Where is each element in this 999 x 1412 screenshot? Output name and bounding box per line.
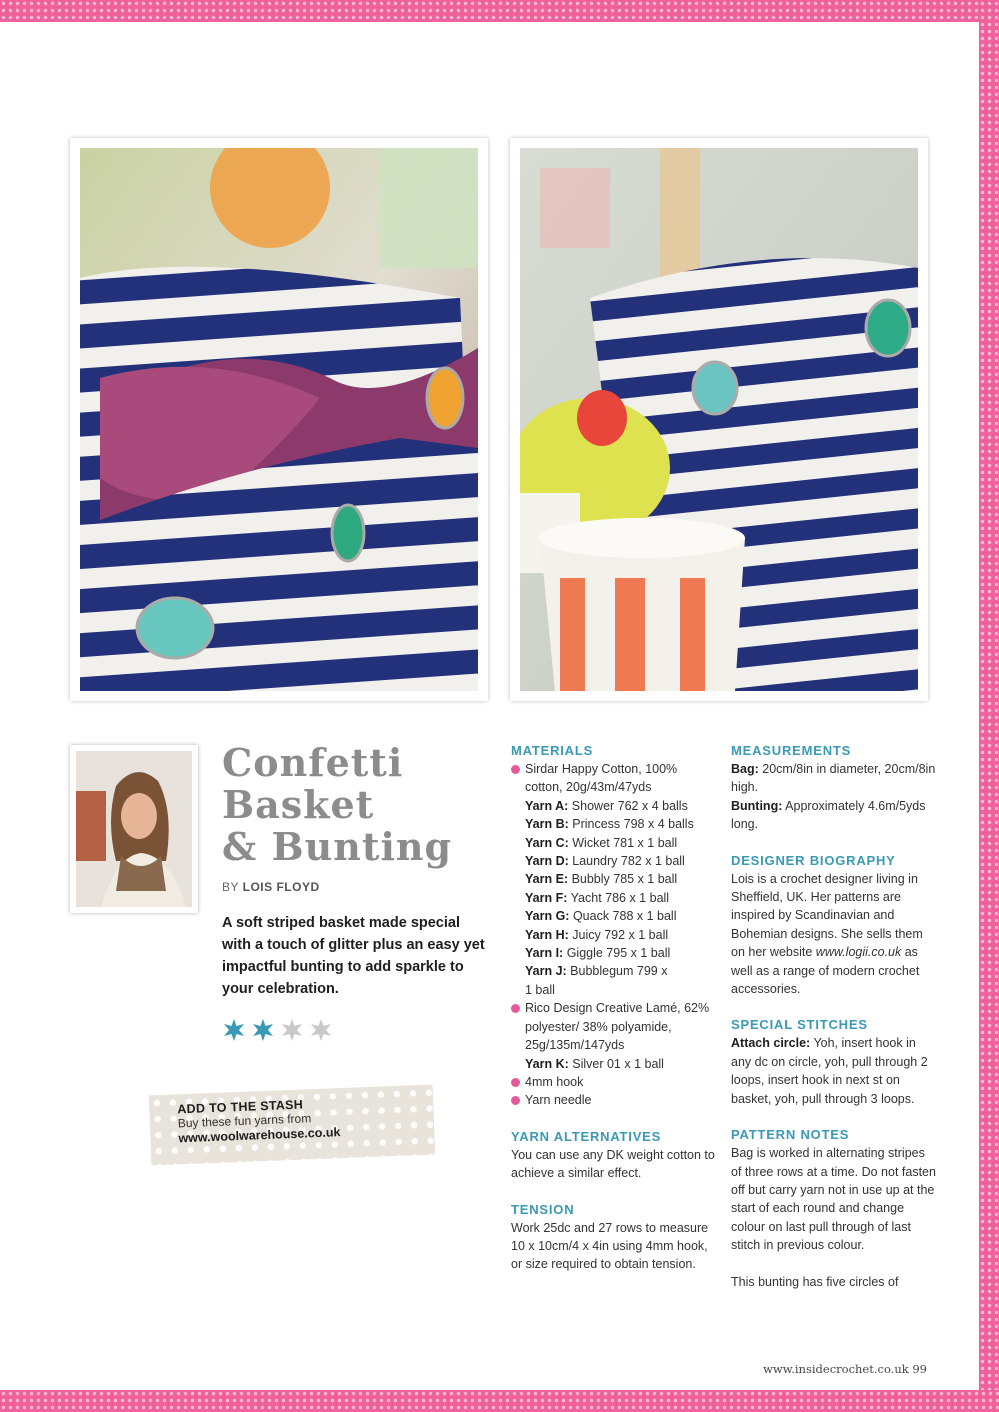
byline [222,880,320,894]
yarn-label: Yarn F: [525,890,568,905]
material-needle: Yarn needle [525,1093,592,1108]
material-main-1: Sirdar Happy Cotton, 100% cotton, 20g/43m/47yds [525,762,678,795]
top-border [0,0,999,22]
yarn-text: Wicket 781 x 1 ball [572,835,678,850]
yarn-text: Bubbly 785 x 1 ball [571,872,678,887]
bunting-label: Bunting: [731,798,783,813]
attach-circle-text: Yoh, insert hook in any dc on circle, yoh, pull through 2 loops, insert hook in next st on basket, yoh, pull through 3 loops. [731,1036,928,1106]
material-item [511,1091,716,1109]
biography-text-before: Lois is a crochet designer living in Sheffield, UK. Her patterns are inspired by Scandinavian and Bohemian designs. She sells them on her website [731,871,923,960]
title-line-2: Basket [222,782,375,827]
pattern-notes-text-1: Bag is worked in alternating stripes of three rows at a time. Do not fasten off but carry yarn not in use up at the start of each round and change colour on last pull through of last stitch in previous colour. [731,1146,936,1253]
attach-circle-label: Attach circle: [731,1036,811,1051]
yarn-item [511,889,716,907]
yarn-label: Yarn E: [525,872,569,887]
yarn-label: Yarn D: [525,854,569,869]
yarn-label: Yarn J: [525,964,567,979]
yarn-item [511,797,716,815]
biography-section [731,852,936,999]
tension-heading: TENSION [511,1201,575,1217]
star-filled-icon [222,1018,246,1042]
basket-photo-2 [510,138,928,701]
stash-link[interactable]: www.woolwarehouse.co.uk [178,1125,341,1146]
yarn-text: Laundry 782 x 1 ball [572,854,685,869]
page-number: 99 [912,1362,927,1376]
yarn-item [511,962,671,999]
yarn-alternatives-text: You can use any DK weight cotton to achieve a similar effect. [511,1147,715,1181]
author-name: LOIS FLOYD [242,880,320,894]
star-empty-icon [280,1018,304,1042]
bag-label: Bag: [731,762,759,776]
biography-text-after: as well as a range of modern crochet accessories. [731,945,920,997]
yarn-alternatives-section [511,1128,716,1183]
material-item [511,999,716,1054]
bag-text: 20cm/8in in diameter, 20cm/8in high. [731,762,936,795]
measurements-bunting [731,797,936,834]
measurements-heading: MEASUREMENTS [731,743,852,758]
difficulty-rating [222,1018,333,1042]
bullet-icon [511,1078,520,1087]
pattern-notes-text-2: This bunting has five circles of [731,1274,899,1289]
yarn-text: Giggle 795 x 1 ball [566,946,671,961]
special-stitches-text [731,1034,936,1108]
column-2 [731,742,936,1309]
yarn-label: Yarn K: [525,1056,569,1071]
yarn-item [511,1055,716,1073]
yarn-item [511,815,716,833]
yarn-label: Yarn C: [525,835,569,850]
yarn-item [511,852,716,870]
special-stitches-heading: SPECIAL STITCHES [731,1017,868,1033]
basket-photo-1 [70,138,488,701]
author-photo [70,745,198,913]
yarn-label: Yarn H: [525,927,569,942]
column-1 [511,742,716,1292]
yarn-alternatives-heading: YARN ALTERNATIVES [511,1128,662,1144]
measurements-bag [731,760,936,797]
author-portrait [76,751,192,907]
bottom-border [0,1390,999,1412]
page-title [222,742,482,868]
material-hook: 4mm hook [525,1074,584,1089]
bullet-icon [511,1096,520,1105]
yarn-text: Yacht 786 x 1 ball [570,890,670,905]
tension-text: Work 25dc and 27 rows to measure 10 x 10cm/4 x 4in using 4mm hook, or size required to obtain tension. [511,1220,709,1272]
add-to-stash-box [149,1085,435,1166]
yarn-text: Juicy 792 x 1 ball [572,927,669,942]
stash-text: Buy these fun yarns from [177,1111,312,1131]
basket-image-1 [80,148,478,691]
biography-heading: DESIGNER BIOGRAPHY [731,852,896,868]
star-empty-icon [309,1018,333,1042]
yarn-label: Yarn G: [525,909,570,924]
yarn-label: Yarn A: [525,798,569,813]
material-item [511,1073,716,1091]
basket-image-2 [520,148,918,691]
materials-section [511,742,716,1110]
material-main-2: Rico Design Creative Lamé, 62% polyester/ 38% polyamide, 25g/135m/147yds [525,1001,710,1053]
stash-title: ADD TO THE STASH [177,1097,304,1117]
pattern-notes-section [731,1126,936,1291]
page-footer [763,1362,927,1376]
material-item [511,760,716,797]
yarn-text: Bubblegum 799 x 1 ball [525,964,668,997]
tension-section [511,1201,716,1274]
yarn-text: Shower 762 x 4 balls [571,798,688,813]
yarn-label: Yarn B: [525,817,569,832]
bullet-icon [511,1004,520,1013]
yarn-text: Silver 01 x 1 ball [572,1056,664,1071]
bunting-text: Approximately 4.6m/5yds long. [731,798,926,832]
footer-url[interactable]: www.insidecrochet.co.uk [763,1362,909,1376]
special-stitches-section [731,1016,936,1108]
yarn-text: Princess 798 x 4 balls [572,817,694,832]
yarn-text: Quack 788 x 1 ball [572,909,677,924]
intro-text: A soft striped basket made special with a touch of glitter plus an easy yet impactful bunting to add sparkle to your celebration. [222,915,485,997]
measurements-section [731,742,936,834]
yarn-item [511,944,716,962]
yarn-item [511,926,716,944]
biography-text [731,870,936,999]
yarn-item [511,834,716,852]
yarn-label: Yarn I: [525,946,564,961]
title-line-1: Confetti [222,740,404,785]
star-filled-icon [251,1018,275,1042]
right-border [979,0,999,1412]
yarn-item [511,907,716,925]
bullet-icon [511,765,520,774]
pattern-notes-heading: PATTERN NOTES [731,1127,850,1143]
yarn-item [511,870,716,888]
materials-heading: MATERIALS [511,743,594,758]
byline-prefix: BY [222,880,239,894]
designer-website-link[interactable]: www.logii.co.uk [815,945,902,960]
title-line-3: & Bunting [222,824,453,869]
